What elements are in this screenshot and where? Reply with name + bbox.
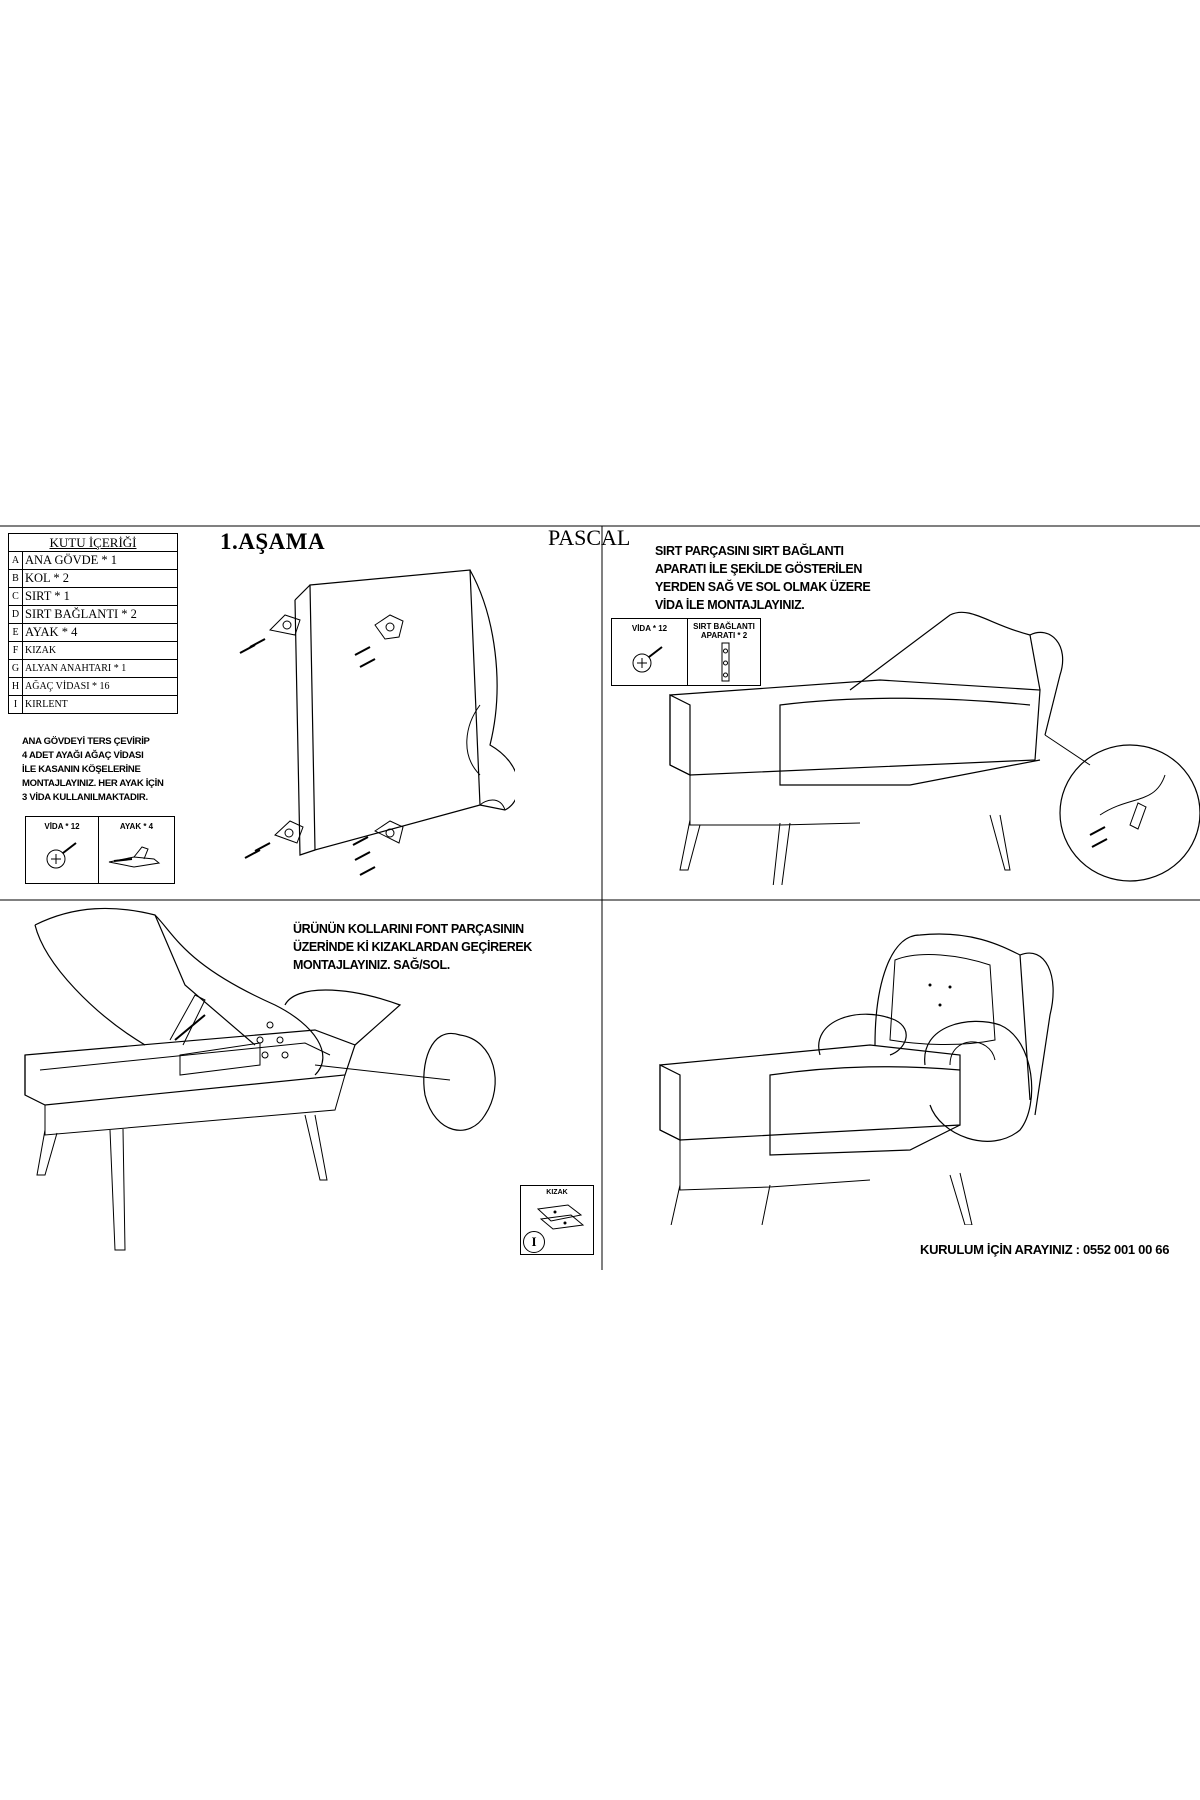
step3-parts-box — [520, 1185, 594, 1255]
screw-icon — [36, 837, 96, 881]
assembly-sheet — [0, 525, 1200, 1270]
table-row: A ANA GÖVDE * 1 — [9, 552, 178, 570]
table-row: B KOL * 2 — [9, 570, 178, 588]
step3-instruction: ÜRÜNÜN KOLLARINI FONT PARÇASININ ÜZERİNDE Kİ KIZAKLARDAN GEÇİREREK MONTAJLAYINIZ. SAĞ/SOL. — [293, 922, 532, 972]
bracket-count-label: SIRT BAĞLANTI APARATI * 2 — [693, 622, 755, 640]
box-contents-table — [8, 533, 178, 714]
step1-instruction: ANA GÖVDEYİ TERS ÇEVİRİP 4 ADET AYAĞI AĞAÇ VİDASI İLE KASANIN KÖŞELERİNE MONTAJLAYINIZ. HER AYAK İÇİN 3 VİDA KULLANILMAKTADIR. — [22, 736, 164, 803]
table-row: F KIZAK — [9, 642, 178, 660]
table-row: E AYAK * 4 — [9, 624, 178, 642]
contact-footer: KURULUM İÇİN ARAYINIZ : 0552 001 00 66 — [920, 1242, 1170, 1257]
leg-count-label: AYAK * 4 — [119, 822, 154, 831]
arm-part — [925, 1021, 1032, 1141]
step1-parts-box — [25, 816, 175, 884]
table-row: H AĞAÇ VİDASI * 16 — [9, 678, 178, 696]
product-name: PASCAL — [548, 525, 631, 550]
slide-icon — [533, 1201, 589, 1231]
storage-arm-drawing — [15, 905, 545, 1260]
arm-part — [424, 1033, 495, 1130]
frame-leg-drawing — [225, 555, 515, 885]
stage-title: 1.AŞAMA — [220, 529, 326, 554]
table-row: D SIRT BAĞLANTI * 2 — [9, 606, 178, 624]
leg-icon — [104, 837, 172, 881]
screw-count-label: VİDA * 12 — [631, 624, 668, 633]
slide-letter-badge: I — [523, 1231, 545, 1253]
slide-label: KIZAK — [546, 1189, 568, 1196]
table-row: G ALYAN ANAHTARI * 1 — [9, 660, 178, 678]
leg-bracket — [240, 615, 403, 875]
assembled-chaise-drawing — [650, 925, 1150, 1225]
step2-instruction: SIRT PARÇASINI SIRT BAĞLANTI APARATI İLE ŞEKİLDE GÖSTERİLEN YERDEN SAĞ VE SOL OLMAK ÜZERE VİDA İLE MONTAJLAYINIZ. — [655, 544, 871, 612]
table-row: I KIRLENT — [9, 696, 178, 714]
box-contents-title: KUTU İÇERİĞİ — [9, 534, 178, 552]
chaise-back-drawing — [660, 585, 1200, 885]
screw-count-label: VİDA * 12 — [44, 822, 80, 831]
detail-magnifier — [1060, 745, 1200, 881]
table-row: C SIRT * 1 — [9, 588, 178, 606]
